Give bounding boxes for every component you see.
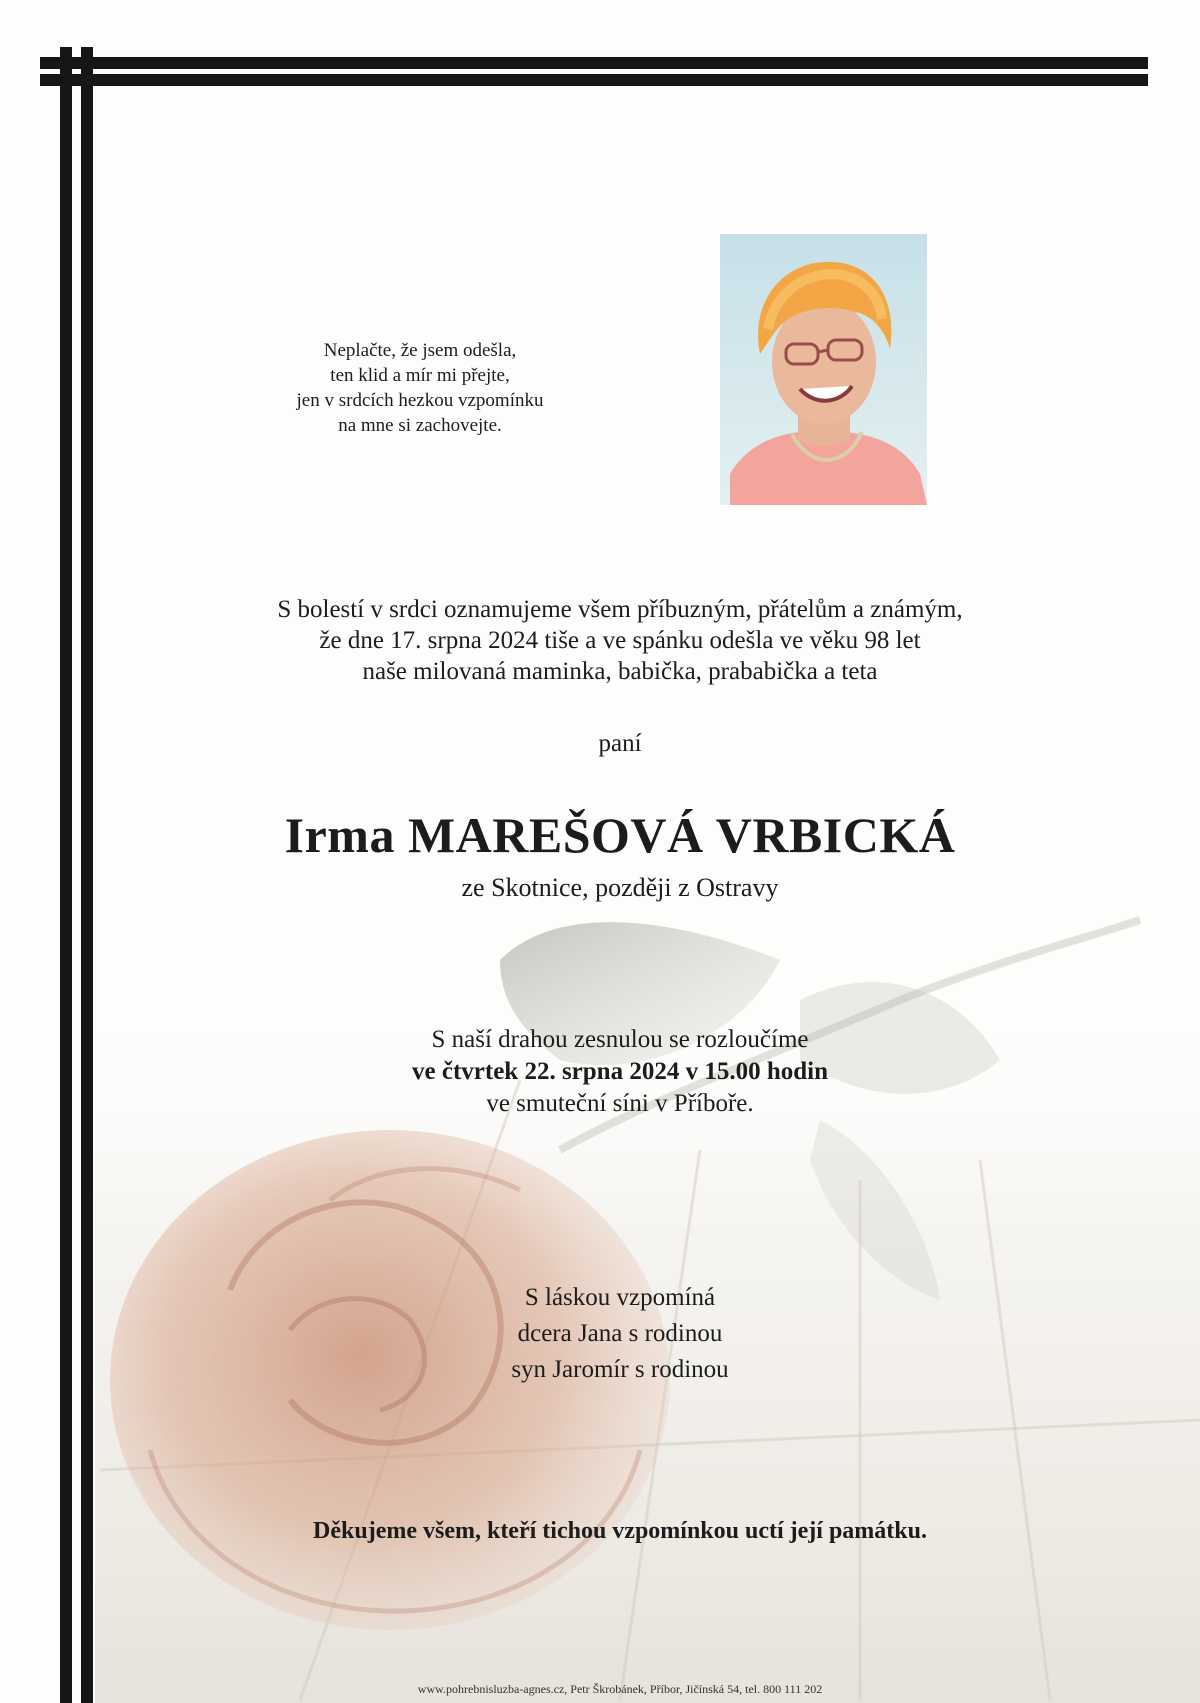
remembrance-line: syn Jaromír s rodinou [511, 1356, 729, 1383]
portrait-photo [720, 234, 927, 505]
poem-line: ten klid a mír mi přejte, [330, 365, 510, 386]
frame-left-bar [60, 47, 72, 1703]
announcement-line: naše milovaná maminka, babička, prababička a teta [362, 658, 878, 685]
deceased-origin: ze Skotnice, později z Ostravy [461, 873, 779, 902]
deceased-name: Irma MAREŠOVÁ VRBICKÁ [284, 807, 956, 863]
frame-top-bar [40, 57, 1148, 69]
frame-top-bar-inner [40, 74, 1148, 86]
memorial-poem [250, 338, 590, 438]
remembrance-signatures [100, 1280, 1140, 1388]
poem-line: Neplačte, že jsem odešla, [323, 340, 517, 361]
title-word: paní [598, 730, 642, 757]
announcement-line: že dne 17. srpna 2024 tiše a ve spánku odešla ve věku 98 let [319, 627, 921, 654]
farewell-place: ve smuteční síni v Příboře. [486, 1090, 754, 1117]
remembrance-line: S láskou vzpomíná [524, 1284, 716, 1311]
funeral-service-footer: www.pohrebnisluzba-agnes.cz, Petr Škrobánek, Příbor, Jičínská 54, tel. 800 111 202 [417, 1682, 823, 1696]
remembrance-line: dcera Jana s rodinou [517, 1320, 723, 1347]
death-announcement [100, 594, 1140, 687]
frame-left-bar-inner [81, 47, 93, 1703]
announcement-line: S bolestí v srdci oznamujeme všem příbuzným, přátelům a známým, [277, 596, 963, 623]
poem-line: jen v srdcích hezkou vzpomínku [296, 390, 544, 411]
poem-line: na mne si zachovejte. [338, 415, 502, 436]
thanks-message: Děkujeme všem, kteří tichou vzpomínkou uctí její památku. [313, 1518, 927, 1544]
farewell-details [100, 1024, 1140, 1120]
farewell-date-time: ve čtvrtek 22. srpna 2024 v 15.00 hodin [412, 1058, 828, 1085]
farewell-line: S naší drahou zesnulou se rozloučíme [431, 1026, 809, 1053]
